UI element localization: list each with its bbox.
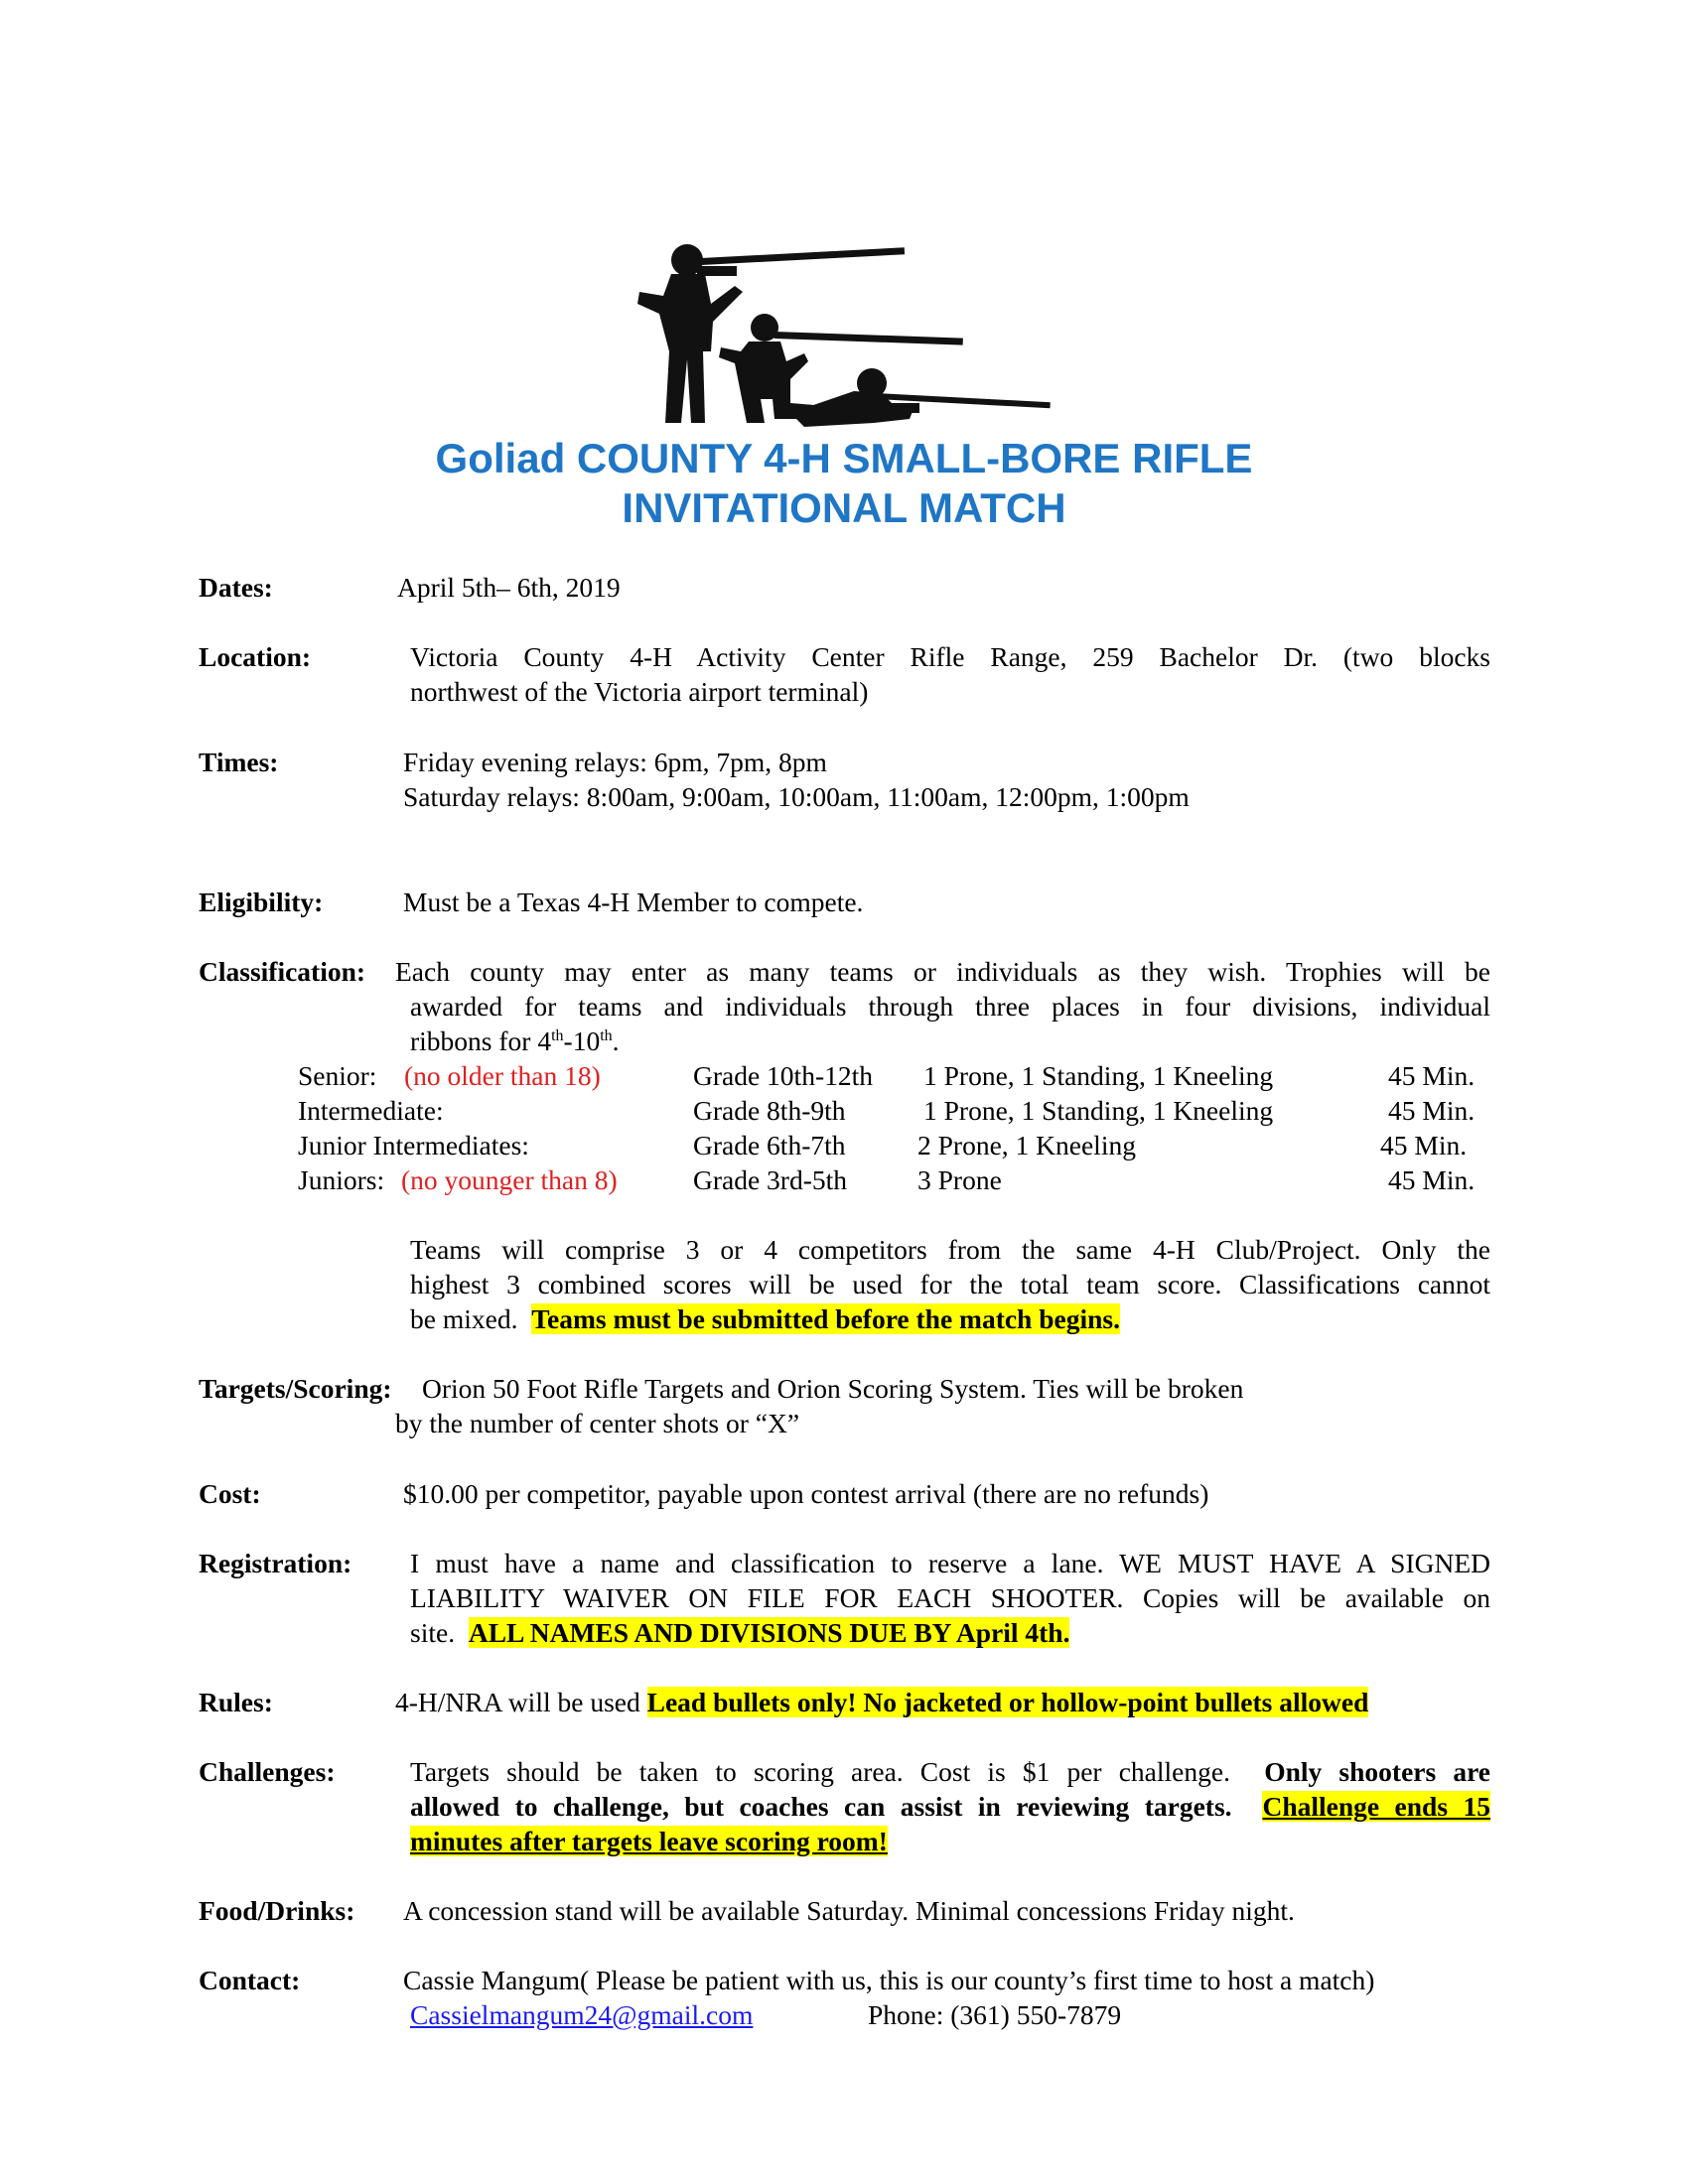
division-time: 45 Min. <box>1388 1060 1476 1091</box>
division-time: 45 Min. <box>1388 1095 1476 1126</box>
division-positions: 1 Prone, 1 Standing, 1 Kneeling <box>923 1095 1274 1126</box>
location-label: Location: <box>199 641 312 672</box>
division-name: Junior Intermediates: <box>298 1130 529 1160</box>
targets-line-2: by the number of center shots or “X” <box>395 1408 800 1438</box>
challenges-line-3: minutes after targets leave scoring room! <box>410 1826 888 1856</box>
targets-label: Targets/Scoring: <box>199 1373 392 1404</box>
food-label: Food/Drinks: <box>199 1895 355 1926</box>
teams-deadline-highlight: Teams must be submitted before the match begins. <box>531 1303 1120 1334</box>
targets-line-1: Orion 50 Foot Rifle Targets and Orion Scoring System. Ties will be broken <box>422 1373 1244 1404</box>
division-time: 45 Min. <box>1388 1164 1476 1195</box>
classification-label: Classification: <box>199 956 366 987</box>
registration-line-2: LIABILITY WAIVER ON FILE FOR EACH SHOOTER. Copies will be available on <box>410 1582 1490 1613</box>
times-label: Times: <box>199 747 279 777</box>
location-line-2: northwest of the Victoria airport terminal) <box>410 676 869 707</box>
page-subtitle: INVITATIONAL MATCH <box>622 484 1066 531</box>
times-line-1: Friday evening relays: 6pm, 7pm, 8pm <box>403 747 827 777</box>
location-line-1: Victoria County 4-H Activity Center Rifle Range, 259 Bachelor Dr. (two blocks <box>410 641 1490 672</box>
division-grade: Grade 6th-7th <box>693 1130 846 1160</box>
teams-line-1: Teams will comprise 3 or 4 competitors from the same 4-H Club/Project. Only the <box>410 1234 1490 1265</box>
registration-line-1: I must have a name and classification to reserve a lane. WE MUST HAVE A SIGNED <box>410 1548 1490 1578</box>
division-grade: Grade 8th-9th <box>693 1095 846 1126</box>
division-name: Juniors: <box>298 1164 385 1195</box>
times-line-2: Saturday relays: 8:00am, 9:00am, 10:00am, 11:00am, 12:00pm, 1:00pm <box>403 781 1190 812</box>
division-grade: Grade 10th-12th <box>693 1060 873 1091</box>
registration-line-3: site. ALL NAMES AND DIVISIONS DUE BY April 4th. <box>410 1617 1070 1648</box>
division-note: (no older than 18) <box>404 1060 601 1091</box>
teams-line-2: highest 3 combined scores will be used for the total team score. Classifications cannot <box>410 1269 1490 1299</box>
contact-email-link[interactable]: Cassielmangum24@gmail.com <box>410 1999 754 2030</box>
dates-label: Dates: <box>199 572 273 603</box>
teams-line-3: be mixed. Teams must be submitted before the match begins. <box>410 1303 1120 1334</box>
division-positions: 2 Prone, 1 Kneeling <box>917 1130 1136 1160</box>
classification-line-2: awarded for teams and individuals through three places in four divisions, individual <box>410 991 1490 1022</box>
division-time: 45 Min. <box>1380 1130 1468 1160</box>
division-grade: Grade 3rd-5th <box>693 1164 848 1195</box>
page-title: Goliad COUNTY 4-H SMALL-BORE RIFLE <box>435 435 1253 481</box>
contact-phone: Phone: (361) 550-7879 <box>868 1999 1122 2030</box>
dates-value: April 5th– 6th, 2019 <box>397 572 621 603</box>
contact-label: Contact: <box>199 1965 301 1995</box>
eligibility-value: Must be a Texas 4-H Member to compete. <box>403 887 864 917</box>
division-name: Senior: <box>298 1060 377 1091</box>
rules-label: Rules: <box>199 1687 273 1717</box>
cost-value: $10.00 per competitor, payable upon contest arrival (there are no refunds) <box>403 1478 1209 1509</box>
division-positions: 1 Prone, 1 Standing, 1 Kneeling <box>923 1060 1274 1091</box>
division-name: Intermediate: <box>298 1095 444 1126</box>
division-note: (no younger than 8) <box>401 1164 618 1195</box>
rifle-shooters-logo-icon <box>616 234 1053 433</box>
eligibility-label: Eligibility: <box>199 887 324 917</box>
classification-line-3: ribbons for 4th-10th. <box>410 1025 620 1056</box>
challenges-line-1: Targets should be taken to scoring area. Cost is $1 per challenge. Only shooters are <box>410 1756 1490 1787</box>
contact-line-1: Cassie Mangum( Please be patient with us, this is our county’s first time to host a match) <box>403 1965 1375 1995</box>
cost-label: Cost: <box>199 1478 261 1509</box>
registration-deadline-highlight: ALL NAMES AND DIVISIONS DUE BY April 4th. <box>468 1617 1070 1648</box>
challenges-label: Challenges: <box>199 1756 336 1787</box>
rules-highlight: Lead bullets only! No jacketed or hollow-point bullets allowed <box>646 1687 1369 1717</box>
food-value: A concession stand will be available Saturday. Minimal concessions Friday night. <box>403 1895 1295 1926</box>
rules-value: 4-H/NRA will be used Lead bullets only! No jacketed or hollow-point bullets allowed <box>395 1687 1369 1717</box>
challenges-line-2: allowed to challenge, but coaches can assist in reviewing targets. Challenge ends 15 <box>410 1791 1490 1822</box>
registration-label: Registration: <box>199 1548 352 1578</box>
division-positions: 3 Prone <box>917 1164 1002 1195</box>
classification-line-1: Each county may enter as many teams or individuals as they wish. Trophies will be <box>395 956 1490 987</box>
